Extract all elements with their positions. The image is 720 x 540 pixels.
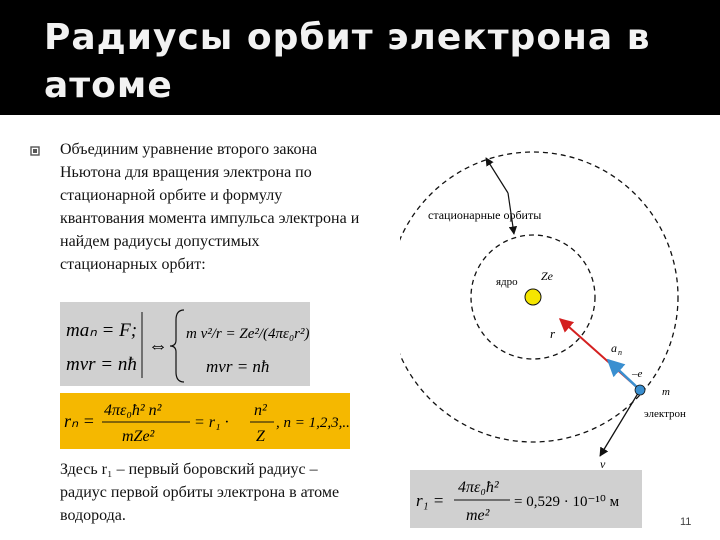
f1-line1: maₙ = F; [66, 320, 138, 341]
electron [635, 385, 645, 395]
f2-rn: rₙ = [64, 411, 95, 431]
formula-1-graphic [60, 302, 310, 386]
label-m: m [662, 386, 670, 398]
f2-n2: n² [254, 402, 267, 419]
f2-n: , n = 1,2,3,... [276, 415, 350, 431]
intro-paragraph: Объединим уравнение второго закона Ньютона для вращения электрона по стационарной орбите и формулу квантования момента импульса электрона и найдем радиусы допустимых стационарных орбит: [60, 141, 360, 273]
label-minus-e: –e [632, 368, 643, 380]
label-charge: Ze [541, 269, 553, 283]
orbit-radius-formula [60, 393, 350, 449]
bullet-icon [30, 146, 40, 156]
label-r: r [550, 326, 556, 341]
f3-num: 4πε₀ħ² [458, 479, 499, 496]
label-an-sub: n [618, 348, 622, 357]
f3-val: = 0,529 · 10⁻¹⁰ м [514, 494, 620, 510]
f2-Z: Z [256, 428, 265, 445]
newton-quantization-formula [60, 302, 310, 386]
nucleus [525, 289, 541, 305]
f2-eq: = r₁ · [194, 414, 229, 431]
formula-2-graphic [60, 393, 350, 449]
slide-title: Радиусы орбит электрона в атоме [44, 17, 651, 106]
f1-sys1: m v²/r = Ze²/(4πε₀r²); [186, 326, 310, 342]
f1-arrow: ⇔ [148, 335, 168, 357]
f1-line2: mvr = nħ [66, 354, 137, 375]
f3-den: me² [466, 507, 490, 524]
f2-den: mZe² [122, 428, 155, 445]
f3-r1: r₁ = [416, 491, 445, 510]
f2-num: 4πε₀ħ² n² [104, 402, 162, 419]
f1-sys2: mvr = nħ [206, 357, 270, 376]
label-v: v [600, 457, 606, 471]
label-orbits: стационарные орбиты [428, 208, 542, 222]
atom-orbit-diagram [400, 120, 720, 480]
label-electron: электрон [644, 408, 686, 420]
velocity-vector [600, 390, 640, 456]
pointer-outer [486, 158, 508, 193]
label-a: a [611, 341, 617, 355]
system-brace [170, 310, 184, 382]
page-number: 11 [680, 516, 692, 528]
bohr-radius-caption: Здесь r₁ – первый боровский радиус – радиус первой орбиты электрона в атоме водорода. [60, 461, 340, 524]
label-nucleus: ядро [496, 276, 518, 288]
